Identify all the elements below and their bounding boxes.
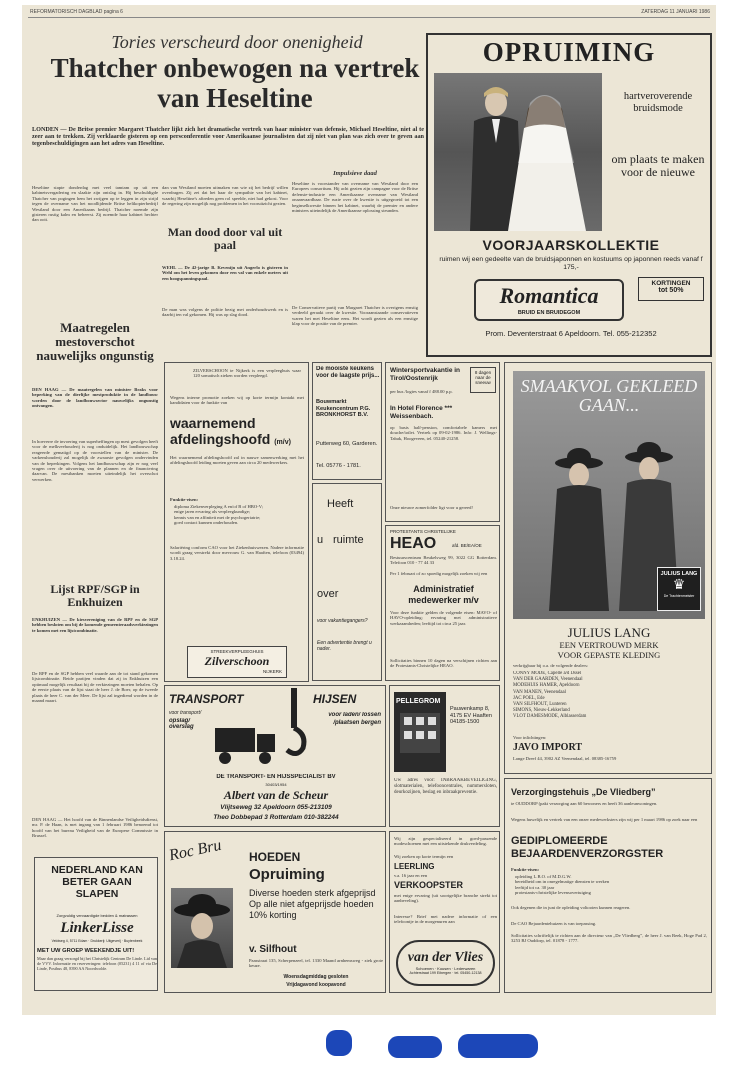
heao-text1: Per 1 februari of zo spoedig mogelijk zoeken wij een (390, 571, 488, 576)
rpf-title: Lijst RPF/SGP in Enkhuizen (50, 583, 140, 609)
heao-addr: Bestuurscentrum Beukelsweg 99, 3022 GG Rotterdam. Telefoon 010 - 77 44 33 (390, 555, 497, 566)
truck-icon (215, 714, 277, 768)
wintersport-ad (385, 362, 500, 522)
req-item: opleiding L.B.O. of M.D.G.W. (515, 874, 572, 879)
bouwmarkt-ad (312, 362, 382, 480)
vliedberg-t5: Sollicitaties schriftelijk te richten aan de directeur van „De Vliedberg”, de heer J. van Beek, Hoge Pad 2, 3253 BJ Ouddorp, tel. 01878 - 1777. (511, 933, 707, 944)
building-icon (394, 705, 446, 759)
logo-top: STREEKVERPLEEGHUIS (210, 649, 264, 654)
dealer-item: CONNY MODE, Capelle a/d IJssel (513, 671, 582, 676)
fashion-photo (513, 371, 705, 619)
vliedberg-t2: Wegens huwelijk en vertrek van een onzer medewerksters zijn wij per 1 maart 1986 op zoek naar een (511, 817, 698, 822)
hoeden-addr: Paasstraat 135, Scherpenzeel, tel. 1330 Maand arnhemsweg - ziek grote keuze. (249, 958, 383, 969)
opruiming-text: ruimen wij een gedeelte van de bruidsjaponnen en kostuums op japonnen reeds vanaf f 175,- (439, 256, 703, 271)
dealer-item: VLOT DAMESMODE, Alblasserdam (513, 714, 587, 720)
vliedberg-ad (504, 778, 712, 993)
julius-lang-ad (504, 362, 712, 774)
vliedberg-position: GEDIPLOMEERDE BEJAARDENVERZORGSTER (511, 835, 664, 860)
bouwmarkt-title: De mooiste keukens voor de laagste prijs... (316, 366, 380, 379)
julius-dealers (513, 671, 705, 733)
ruimte-over: over (317, 588, 339, 600)
logo-sub: De Trachtenmeister (663, 594, 695, 598)
ruimte-ad (312, 483, 382, 681)
dealer-item: MODEHUIS HAMER, Apeldoorn (513, 683, 580, 689)
hoeden-footer2: Vrijdagavond koopavond (286, 982, 346, 988)
lead-subhead: Impulsieve daad (333, 170, 377, 177)
bouwmarkt-name: Bouwmarkt Keukencentrum P.G. BRONKHORST B.V. (316, 399, 371, 419)
hoeden-line: Op alle niet afgeprijsde hoeden 10% korting (249, 899, 374, 920)
zilverschoon-text1: Wegens interne promotie zoeken wij op korte termijn kontakt met kandidaten voor de funktie van (170, 395, 304, 406)
hoeden-sale: Opruiming (249, 866, 325, 883)
zilverschoon-text2: Het waarnemend afdelingshoofd zal in nauwe samenwerking met het afdelingshoofd leiding moeten geven aan circa 20 medewerkers. (170, 455, 304, 466)
hoeden-script: Roc Bru (167, 836, 223, 865)
req-item: protestants-christelijke levensovertuiging (515, 890, 591, 896)
wintersport-hotel: In Hotel Florence *** Weissenbach. (390, 405, 453, 420)
req-item: bereidheid om in onregelmatige diensten te werken (515, 879, 610, 885)
opruiming-collection: VOORJAARSKOLLEKTIE (482, 237, 660, 253)
lead-body-col2: dan van Westland moeten uitmaken van wie zij het bedrijf willen overdragen. Zij zei dat het haar de sympathie van het kabinet, waarbij Heseltine's aftreden geen rol speelde, niet had gekost. Voor de regering zijn mogelijk nog problemen in het vooruitzicht gezien. (162, 185, 288, 207)
wintersport-badge: 8 dagen naar de sneeuw (470, 367, 496, 393)
crane-hook-icon (279, 688, 309, 760)
req-item: kennis van en affiniteit met de psychogeriatrie; (174, 514, 261, 520)
position-title: waarnemend afdelingshoofd (170, 415, 271, 447)
ruimte-heeft: Heeft (327, 498, 354, 510)
heao-position: Administratief medewerker m/v (408, 584, 479, 605)
linkerlisse-title: MET UW GROEP WEEKENDJE UIT! (37, 948, 135, 954)
zilverschoon-position (170, 415, 304, 451)
zilverschoon-req-title: Funktie-eisen: (170, 497, 199, 502)
vlies-logo (396, 940, 495, 986)
req-item: goed contact kunnen onderhouden. (174, 520, 239, 526)
heao-name: HEAO (390, 535, 437, 552)
blue-mark (326, 1030, 352, 1056)
hat-photo (171, 888, 233, 968)
linkerlisse-text: Maar dan graag verzorgd bij het Christelijk Centrum De Linde. Lid van de VVV. Informatie en reserveringen: telefoon (05231) 4 11 of via De Linde, Postbus 48, 8390 AA Noordwolde. (37, 957, 157, 971)
opruiming-address: Prom. Deventerstraat 6 Apeldoorn. Tel. 055-212352 (485, 329, 657, 338)
mandood-lead: WEHL — De 42-jarige B. Kevenijn uit Angerlo is gisteren in Wehl om het leven gekomen door een val van enkele meters uit een hoogspanningspaal. (162, 265, 288, 281)
heao-sub: afd. BE/EA/OE (452, 543, 482, 548)
heao-footer: Sollicitaties binnen 10 dagen na verschijnen richten aan de Protestants-Christelijke HEAO. (390, 658, 497, 669)
dealer-item: VAN MANEN, Veenendaal (513, 689, 566, 695)
lead-intro: LONDEN — De Britse premier Margaret Thatcher lijkt zich het dramatische vertrek van haar minister van defensie, Michael Heseltine, niet al te zeer aan te trekken. Zij verklaarde gisteren op een persconferentie voor Amerikaanse journalisten dat zij niet van plan was zich over te geven aan tegenbeschuldigingen aan het adres van Heseltine. (32, 126, 424, 147)
vliedberg-req-title: Funktie-eisen: (511, 867, 540, 872)
vlies-logo-text: van der Vlies (407, 950, 484, 965)
dealer-item: SIMONS, Nieuw-Lekkerland (513, 708, 570, 714)
transport-left-pre: voor transport/ (169, 710, 202, 716)
linkerlisse-ad (34, 857, 158, 991)
discount-box (638, 277, 704, 301)
vlies-pos2-sub: met enige ervaring (uit soortgelijke branche strekt tot aanbeveling). (394, 893, 497, 904)
newspaper-page (22, 5, 716, 1015)
romantica-brand: Romantica (499, 283, 599, 308)
hoeden-footer1: Woensdagmiddag gesloten (283, 974, 349, 980)
transport-company: Albert van de Scheur (223, 788, 329, 802)
hoeden-ad (164, 831, 386, 993)
hoeden-title: HOEDEN (249, 850, 301, 864)
wintersport-footer: Onze nieuwe zomerfolder ligt voor u gereed! (390, 505, 473, 510)
julius-importer-addr: Lange Dreef 44, 3902 AZ Veenendaal, tel. 08385-16759 (513, 756, 617, 761)
page-header-left: REFORMATORISCH DAGBLAD pagina 6 (30, 9, 123, 15)
wintersport-title: Wintersportvakantie in Tirol/Oostenrijk (390, 367, 461, 382)
vlies-pos2: VERKOOPSTER (394, 880, 464, 890)
romantica-sub: BRUID EN BRUIDEGOM (517, 310, 581, 316)
lead-kicker: Tories verscheurd door onenigheid (111, 32, 363, 52)
pellegrom-ad (389, 685, 500, 827)
mest-body: In hoeverre de invoering van superheffingen op mest gevolgen heeft voor de melkveehouderij is nog onduidelijk. Het landbouwschap reageerde gematigd op de voorstellen van de minister. De varkenshouderij zal mogelijk de zwaarste gevolgen ondervinden van de beperkingen. Volgens het landbouwschap zijn er nog veel vragen over de uitvoering van de plannen en de financiering daarvan. De mestbanken moeten uiteindelijk het overschot verwerken. (32, 439, 158, 482)
vlies-addr: Achterstraat 199 Eibergen · tel. 05450-12138 (409, 971, 482, 975)
vlies-ad (389, 831, 500, 993)
lead-body-col3: Heseltine is voorstander van overname van Westland door een Europees consortium. Hij acht gezien zijn campagne voor de Britse defensie-industrie een Amerikaanse overname van Westland onaanvaardbaar. De ruzie over de kwestie is uitgegroeid tot een beginselkwestie binnen het kabinet, waarbij de premier en andere ministers uiteindelijk de Amerikaanse oplossing steunden. (292, 181, 418, 214)
linkerlisse-brand: LinkerLisse (60, 920, 134, 936)
mest-lead: DEN HAAG — De maatregelen van minister Braks voor beperking van de dierlijke mestproduktie in de landbouw worden door de landbouwsector nauwelijks ongunstig ontvangen. (32, 387, 158, 409)
pellegrom-name: PELLEGROM (396, 698, 441, 705)
hoeden-line: Diverse hoeden sterk afgeprijsd (249, 888, 376, 898)
opruiming-side1: hartveroverende bruidsmode (623, 91, 693, 114)
wedding-couple-illustration (434, 73, 602, 231)
lead-body-col4: De Conservatieve partij van Margaret Thatcher is overigens ernstig verdeeld geraakt over de kwestie. Vooraanstaande conservatieven waren het met Heseltine eens. Het wordt gezien als een ernstige klap voor de positie van de premier. (292, 305, 418, 327)
vliedberg-t1: te OUDDORP (pakt verzorging aan 60 bewoners en heeft 36 aanleunwoningen. (511, 801, 658, 806)
transport-address2: Theo Dobbepad 3 Rotterdam 010-382244 (213, 814, 339, 821)
vlies-intro: Wij zijn gespecialiseerd in goed-passende modeschoenen met een uitstekende drukverdeling. (394, 836, 497, 847)
zilverschoon-reqs (174, 504, 304, 540)
wedding-photo (434, 73, 602, 231)
blue-mark (388, 1036, 442, 1058)
dealer-item: JAC POEL, Ede (513, 695, 545, 701)
opruiming-title: OPRUIMING (482, 37, 656, 67)
zilverschoon-logo (187, 646, 287, 678)
pellegrom-text: Uw adres voor: INBRAAKBEVEILIGING, slotmaterialen, telefooncentrales, nummersloten, deurkozijnen, beslag en inbraakpreventie. (394, 778, 497, 796)
ruimte-cta: Een advertentie brengt u nader. (317, 640, 372, 652)
transport-name-line: DE TRANSPORT- EN HIJSSPECIALIST BV (216, 774, 336, 780)
ruimte-ruimte: ruimte (333, 534, 364, 546)
vlies-logo-sub: Schoenen · Kousen · Lederwaren (415, 966, 476, 971)
ruimte-voor: voor vakantiegangers? (317, 618, 368, 624)
julius-logo (657, 567, 701, 611)
vlies-contact: Interesse? Brief met nadere informatie of een telefoontje in de morgenuren aan (394, 914, 497, 925)
wintersport-body: op basis half-pension, comfortabele kamers met douche/toilet. Vertrek op 09-02-1986. Info: J. Wellings-Tabak, Hoogeveen, tel. 05240-21258. (390, 425, 497, 441)
hoeden-lines (249, 888, 383, 942)
lead-headline: Thatcher onbewogen na vertrek van Heseltine (50, 53, 420, 113)
page-header-right: ZATERDAG 11 JANUARI 1986 (641, 9, 710, 15)
req-item: diploma Ziekenverpleging A en/of B of HBO-V; (174, 504, 263, 509)
zilverschoon-ad (164, 362, 309, 682)
vliedberg-title: Verzorgingstehuis „De Vliedberg” (511, 787, 656, 797)
req-item: leeftijd tot ca. 30 jaar (515, 884, 555, 890)
req-item: enige jaren ervaring als verpleegkundige; (174, 509, 251, 515)
julius-dealers-intro: verkrijgbaar bij o.a. de volgende dealers: (513, 663, 589, 668)
crest-icon: ♛ (672, 578, 686, 593)
rpf-lead: ENKHUIZEN — De kiesvereniging van de RPF en de SGP hebben besloten om bij de komende gemeenteraadsverkiezingen te komen met een lijstcombinatie. (32, 617, 158, 633)
pellegrom-addr: Pauwenkamp 8, 4175 EV Haaften 04185-1500 (450, 706, 492, 725)
header-rule (28, 17, 710, 18)
transport-address1: Vlijtseweg 32 Apeldoorn 055-213109 (220, 804, 332, 811)
transport-right-sub: voor laden/ lossen /plaatsen bergen (328, 712, 381, 726)
bouwmarkt-address: Putterweg 60, Garderen. (316, 441, 378, 447)
heao-ad (385, 525, 500, 681)
blue-mark (458, 1034, 538, 1058)
vlies-pos1: LEERLING (394, 862, 435, 871)
mandood-title: Man dood door val uit paal (167, 226, 283, 252)
logo-name: Zilverschoon (204, 654, 270, 668)
logo-text: JULIUS LANG (660, 571, 698, 577)
wintersport-price: per bus /logies vanaf f 488.00 p.p. (390, 389, 453, 394)
heao-top: PROTESTANTS CHRISTELIJKE (390, 529, 456, 534)
zilverschoon-intro: ZILVERSCHOON te Nijkerk is een verpleeghuis waar 120 somatisch zieken worden verpleegd. (193, 368, 301, 379)
rpf-body: De RPF en de SGP hebben veel waarde aan de tot stand gekomen lijstcombinatie. Beide partijen vinden dat zij in Enkhuizen een optimaal mogelijk resultaat bij de verkiezingen moeten behalen. Op de eerste plaats van de lijst staat de heer J. de Boer, op de tweede plaats de heer C. van der Meer. De lijst zal ingediend worden in de maand maart. (32, 671, 158, 704)
julius-sub1: EEN VERTROUWD MERK (559, 640, 659, 650)
vlies-pos1-sub: v.a. 16 jaar en een (394, 873, 428, 878)
bouwmarkt-tel: Tel. 05776 - 1781. (316, 463, 361, 469)
julius-importer: JAVO IMPORT (513, 742, 582, 753)
woman-hat-illustration (171, 888, 233, 968)
linkerlisse-addr: Veldweg 4, 5711 Edam · Drukkerij: Uitgeverij · Buytenbeek (51, 939, 143, 943)
dealer-item: VAN DER GAARDEN, Veenendaal (513, 677, 583, 683)
transport-right-title: HIJSEN (313, 692, 357, 706)
julius-sub2: VOOR GEPASTE KLEDING (557, 650, 661, 660)
transport-left-sub: opslag/ overslag (169, 718, 194, 730)
linkerlisse-sub: Zorgvuldig vervaardigde bedden & matrassen (56, 913, 138, 918)
hoeden-shop: v. Silfhout (249, 944, 297, 955)
pellegrom-logo (394, 692, 446, 772)
romantica-logo (474, 279, 624, 321)
opruiming-ad (426, 33, 712, 357)
vlies-intro2: Wij zoeken op korte termijn een (394, 854, 454, 859)
julius-footer: Voor inlichtingen: (513, 735, 547, 740)
transport-code: 30403/1954 (265, 782, 287, 787)
dealer-item: VAN SILFHOUT, Lunteren (513, 702, 567, 708)
julius-heading: JULIUS LANG (567, 625, 651, 639)
lead-body-col1: Heseltine stapte donderdag met veel tamtam op uit een kabinetsvergadering en slaakte zijn ontslag in. Hij beschuldigde Thatcher van pogingen hem het zwijgen op te leggen in zijn strijd tegen de overname van het noodlijdende Britse helikopterbedrijf Westland door een Amerikaans bedrijf. Thatcher noemde zijn gisteren rustig kalm en beheerst. Zij noemde haar kabinet hechter dan ooit. (32, 185, 158, 223)
discount-value: tot 50% (658, 287, 684, 294)
transport-left-title: TRANSPORT (169, 692, 244, 706)
linkerlisse-headline: NEDERLAND KAN BETER GAAN SLAPEN (51, 864, 143, 900)
zilverschoon-text3: Salariëring conform CAO voor het Ziekenhuiswezen. Nadere informatie wordt graag verstrekt door mevrouw G. van Haaften, telefoon (03494) 3.18.24. (170, 545, 304, 561)
denhaag-text: DEN HAAG — Het hoofd van de Binnenlandse Veiligheidsdienst, mr. P. de Haan, is met ingang van 1 februari 1986 benoemd tot hoofd van het bureau Veiligheid van de Europese Commissie in Brussel. (32, 817, 158, 839)
ruimte-u: u (317, 534, 324, 546)
transport-ad (164, 685, 386, 827)
mandood-body: De man was volgens de politie bezig met onderhoudswerk en is daarbij ten val gekomen. Hij was op slag dood. (162, 307, 288, 318)
vliedberg-t3: Ook degenen die in juni de opleiding voltooien kunnen reageren. (511, 905, 631, 910)
mest-title: Maatregelen mestoverschot nauwelijks ongunstig (36, 321, 154, 363)
smaakvol-title: SMAAKVOL GEKLEED GAAN... (520, 377, 698, 415)
position-mv: (m/v) (274, 439, 291, 446)
opruiming-side2: om plaats te maken voor de nieuwe (611, 153, 705, 179)
vliedberg-t4: De CAO Bejaardentehuizen is van toepassing. (511, 921, 597, 926)
discount-label: KORTINGEN (651, 280, 691, 287)
logo-city: NIJKERK (262, 669, 282, 674)
heao-reqs: Voor deze funktie gelden de volgende eisen: MAVO- of HAVO-opleiding; ervaring met administratieve werkzaamheden; leeftijd tot circa 25 jaar. (390, 610, 497, 626)
vliedberg-reqs (515, 874, 707, 900)
